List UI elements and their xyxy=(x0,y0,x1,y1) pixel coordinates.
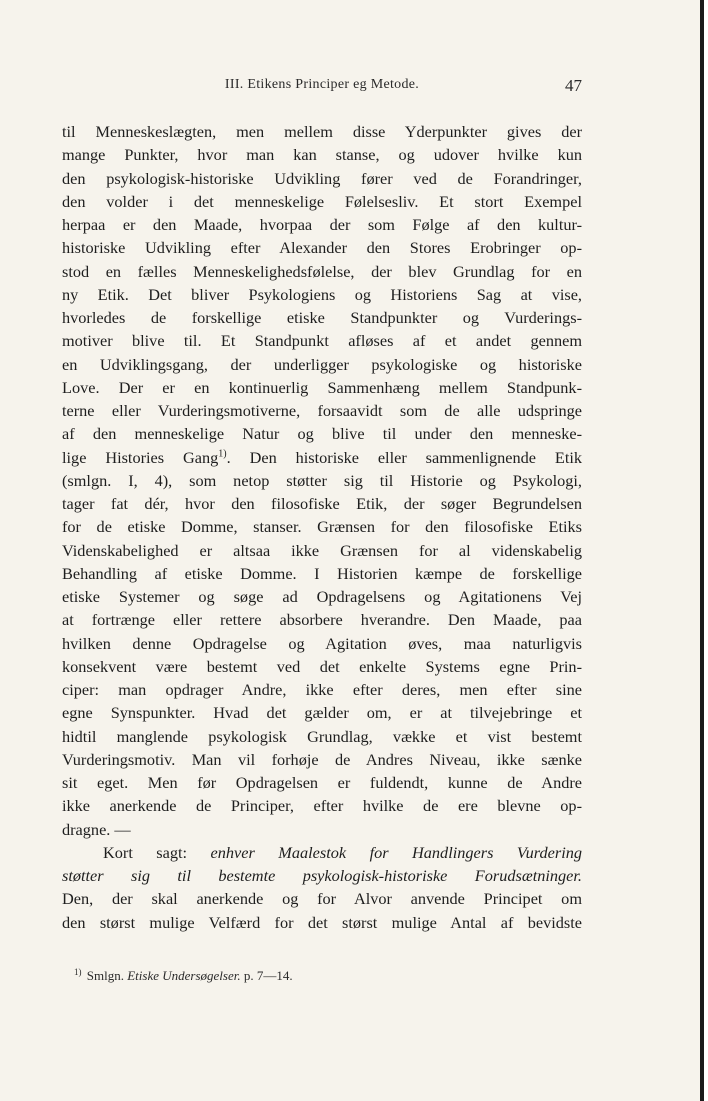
text-fragment: lige Histories Gang xyxy=(62,447,219,467)
text-line: af den menneskelige Natur og blive til under den menneske- xyxy=(62,424,582,444)
text-fragment: Kort sagt: xyxy=(103,842,188,862)
text-line: for de etiske Domme, stanser. Grænsen for den filosofiske Etiks xyxy=(62,517,582,537)
text-line: stod en fælles Menneskelighedsfølelse, der blev Grundlag for en xyxy=(62,261,582,281)
footnote-prefix: Smlgn. xyxy=(86,968,124,983)
text-line: tager fat dér, hvor den filosofiske Etik, der søger Begrundelsen xyxy=(62,494,582,513)
text-line: Behandling af etiske Domme. I Historien kæmpe de forskellige xyxy=(62,563,582,583)
text-line: ciper: man opdrager Andre, ikke efter deres, men efter sine xyxy=(62,680,582,699)
emphasis-line: støtter sig til bestemte psykologisk-historiske Forudsætninger. xyxy=(62,866,582,885)
footnote-mark: 1) xyxy=(74,966,82,977)
text-line: Vurderingsmotiv. Man vil forhøje de Andres Niveau, ikke sænke xyxy=(62,749,582,769)
footnote-title: Etiske Undersøgelser. xyxy=(127,968,241,983)
text-line: dragne. — xyxy=(62,819,131,839)
text-line-summary xyxy=(62,841,582,864)
text-line: den psykologisk-historiske Udvikling fører ved de Forandringer, xyxy=(62,168,582,188)
text-line: (smlgn. I, 4), som netop støtter sig til Historie og Psykologi, xyxy=(62,470,582,490)
page-header xyxy=(62,77,582,99)
text-line: historiske Udvikling efter Alexander den Stores Erobringer op- xyxy=(62,238,582,258)
text-line-with-footnote xyxy=(62,446,582,469)
text-line: herpaa er den Maade, hvorpaa der som Følge af den kultur- xyxy=(62,215,582,234)
footnote xyxy=(74,968,293,984)
running-head: III. Etikens Principer eg Metode. xyxy=(224,77,420,92)
text-line: etiske Systemer og søge ad Opdragelsens og Agitationens Vej xyxy=(62,587,582,606)
text-line: ny Etik. Det bliver Psykologiens og Historiens Sag at vise, xyxy=(62,284,582,304)
footnote-reference: 1) xyxy=(218,448,227,460)
text-line: hvilken denne Opdragelse og Agitation øves, maa naturligvis xyxy=(62,633,582,653)
text-line: at fortrænge eller rettere absorbere hverandre. Den Maade, paa xyxy=(62,610,582,630)
text-fragment: . Den historiske eller sammenlignende Etik xyxy=(226,447,583,467)
text-line: den størst mulige Velfærd for det størst mulige Antal af bevidste xyxy=(62,912,582,932)
text-line: hvorledes de forskellige etiske Standpunkter og Vurderings- xyxy=(62,308,582,327)
text-line: ikke anerkende de Principer, efter hvilke de ere blevne op- xyxy=(62,796,582,816)
text-line: Videnskabelighed er altsaa ikke Grænsen for al videnskabelig xyxy=(62,540,582,560)
text-line: Love. Der er en kontinuerlig Sammenhæng mellem Standpunk- xyxy=(62,377,582,397)
text-line: konsekvent være bestemt ved det enkelte Systems egne Prin- xyxy=(62,656,582,676)
text-line: til Menneskeslægten, men mellem disse Yderpunkter gives der xyxy=(62,122,582,141)
text-line: hidtil manglende psykologisk Grundlag, vække et vist bestemt xyxy=(62,726,582,746)
body-text xyxy=(62,120,582,934)
text-line: motiver blive til. Et Standpunkt afløses af et andet gennem xyxy=(62,331,582,351)
footnote-pages: p. 7—14. xyxy=(243,968,293,983)
text-line: sit eget. Men før Opdragelsen er fuldendt, kunne de Andre xyxy=(62,773,582,792)
text-line: mange Punkter, hvor man kan stanse, og udover hvilke kun xyxy=(62,145,582,165)
text-line: terne eller Vurderingsmotiverne, forsaavidt som de alle udspringe xyxy=(62,401,582,420)
text-line: egne Synspunkter. Hvad det gælder om, er at tilvejebringe et xyxy=(62,703,582,723)
text-line: den volder i det menneskelige Følelsesliv. Et stort Exempel xyxy=(62,191,582,211)
page-number: 47 xyxy=(565,76,582,95)
emphasis-text: enhver Maalestok for Handlingers Vurdering xyxy=(210,842,583,862)
text-line: en Udviklingsgang, der underligger psykologiske og historiske xyxy=(62,354,582,374)
text-line: Den, der skal anerkende og for Alvor anvende Principet om xyxy=(62,889,582,909)
